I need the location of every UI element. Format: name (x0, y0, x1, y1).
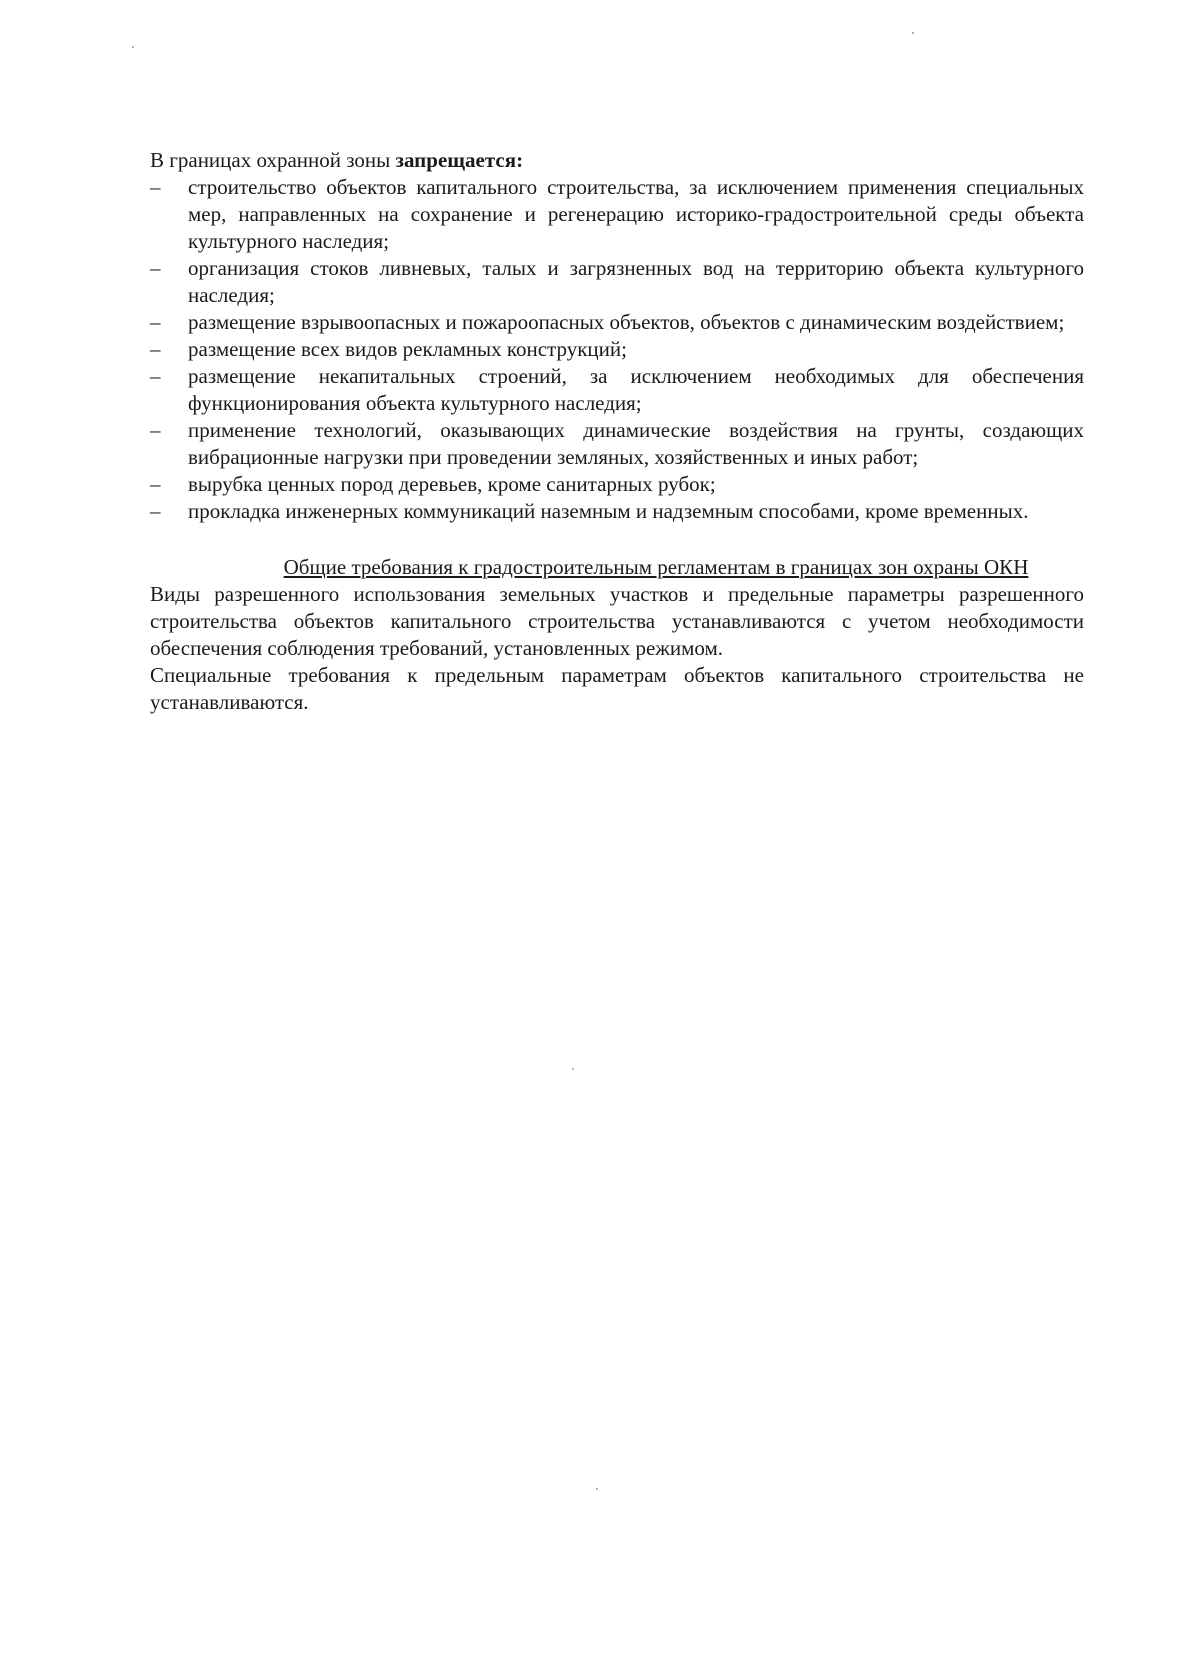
list-item (150, 471, 1084, 498)
list-dash: – (150, 256, 161, 280)
list-dash: – (150, 418, 161, 442)
list-item (150, 309, 1084, 336)
list-dash: – (150, 499, 161, 523)
list-item-text: вырубка ценных пород деревьев, кроме санитарных рубок; (188, 472, 716, 496)
intro-emphasis: запрещается: (395, 148, 524, 172)
list-item-text: строительство объектов капитального строительства, за исключением применения специальных мер, направленных на сохранение и регенерацию историко-градостроительной среды объекта культурного наследия; (188, 175, 1084, 253)
list-item (150, 498, 1084, 525)
list-item (150, 255, 1084, 309)
list-dash: – (150, 310, 161, 334)
section-heading: Общие требования к градостроительным регламентам в границах зон охраны ОКН (283, 555, 1029, 579)
list-item-text: прокладка инженерных коммуникаций наземным и надземным способами, кроме временных. (188, 499, 1029, 523)
intro-lead: В границах охранной зоны (150, 148, 396, 172)
list-item-text: размещение взрывоопасных и пожароопасных объектов, объектов с динамическим воздействием; (188, 310, 1065, 334)
list-dash: – (150, 472, 161, 496)
document-body (150, 147, 1084, 716)
scan-speck (912, 32, 914, 34)
scan-speck (596, 1488, 598, 1490)
scan-speck (132, 46, 134, 48)
list-item-text: размещение некапитальных строений, за исключением необходимых для обеспечения функционирования объекта культурного наследия; (188, 364, 1084, 415)
paragraph-special-requirements: Специальные требования к предельным параметрам объектов капитального строительства не устанавливаются. (150, 663, 1084, 714)
intro-sentence (150, 147, 1084, 174)
prohibitions-list (150, 174, 1084, 525)
list-item-text: размещение всех видов рекламных конструкций; (188, 337, 627, 361)
list-dash: – (150, 175, 161, 199)
paragraph-permitted-use: Виды разрешенного использования земельных участков и предельные параметры разрешенного строительства объектов капитального строительства устанавливаются с учетом необходимости обеспечения соблюдения требований, установленных режимом. (150, 582, 1084, 660)
list-item-text: применение технологий, оказывающих динамические воздействия на грунты, создающих вибрационные нагрузки при проведении земляных, хозяйственных и иных работ; (188, 418, 1084, 469)
list-item (150, 417, 1084, 471)
list-item (150, 174, 1084, 255)
scan-speck (572, 1068, 574, 1070)
list-dash: – (150, 337, 161, 361)
list-dash: – (150, 364, 161, 388)
list-item (150, 336, 1084, 363)
list-item-text: организация стоков ливневых, талых и загрязненных вод на территорию объекта культурного наследия; (188, 256, 1084, 307)
list-item (150, 363, 1084, 417)
